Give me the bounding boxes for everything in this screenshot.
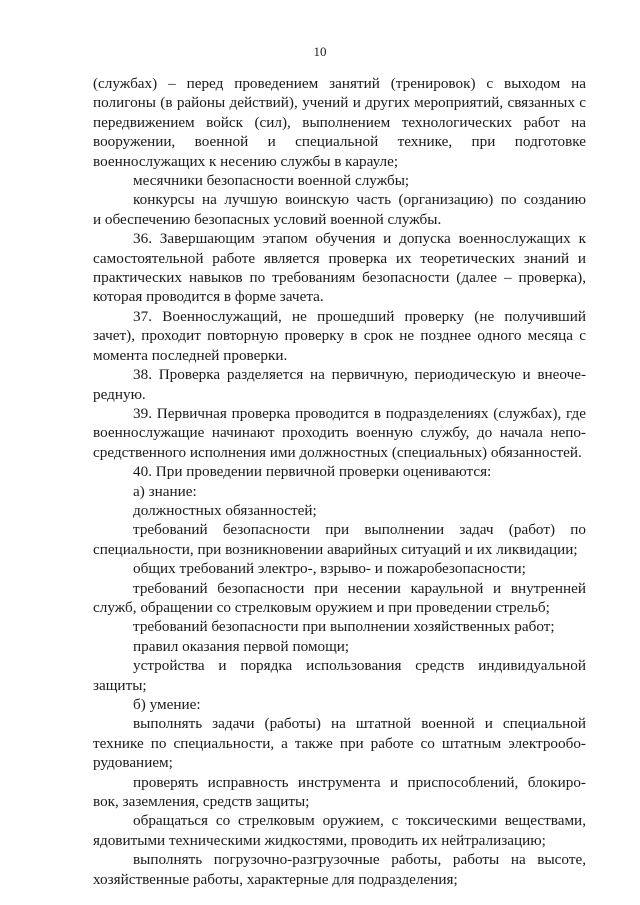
text-line: конкурсы на лучшую воинскую часть (организацию) по созданию [133,191,586,209]
text-line: специальности, при возникновении аварийных ситуаций и их ликвидации; [93,540,578,558]
page-number: 10 [313,44,327,59]
text-line: защиты; [93,676,147,694]
text-line: обращаться со стрелковым оружием, с токсическими веществами, [133,812,586,830]
text-line: ядовитыми техническими жидкостями, проводить их нейтрализацию; [93,831,546,849]
text-line: зачет), проходит повторную проверку в срок не позднее одного месяца с [93,327,586,345]
text-line: (службах) – перед проведением занятий (тренировок) с выходом на [93,75,586,92]
text-line: хозяйственные работы, характерные для подразделения; [93,870,458,888]
text-line: требований безопасности при выполнении задач (работ) по [133,521,586,539]
text-line: 40. При проведении первичной проверки оцениваются: [133,463,492,481]
text-line: которая проводится в форме зачета. [93,288,324,306]
text-line: военнослужащие начинают проходить военную службу, до начала непо- [93,424,586,442]
text-line: выполнять погрузочно-разгрузочные работы, работы на высоте, [133,851,586,869]
text-line: общих требований электро-, взрыво- и пожаробезопасности; [133,560,526,578]
text-line: военнослужащих к несению службы в карауле; [93,152,399,170]
text-line: технике по специальности, а также при работе со штатным электрообо- [93,734,586,752]
text-line: служб, обращении со стрелковым оружием и при проведении стрельб; [93,598,550,616]
text-line: правил оказания первой помощи; [133,637,350,655]
text-line: полигоны (в районы действий), учений и других мероприятий, связанных с [93,94,586,112]
text-line: выполнять задачи (работы) на штатной военной и специальной [133,715,586,733]
text-line: самостоятельной работе является проверка их теоретических знаний и [93,249,586,267]
text-line: требований безопасности при выполнении хозяйственных работ; [133,618,555,636]
text-line: 39. Первичная проверка проводится в подразделениях (службах), где [133,404,586,422]
text-line: и обеспечению безопасных условий военной службы. [93,210,442,228]
text-line: 37. Военнослужащий, не прошедший проверку (не получивший [133,307,586,325]
text-line: передвижением войск (сил), выполнением технологических работ на [93,113,586,131]
text-line: практических навыков по требованиям безопасности (далее – проверка), [93,269,586,287]
text-line: должностных обязанностей; [133,501,317,519]
text-line: момента последней проверки. [93,346,288,364]
text-line: средственного исполнения ими должностных (специальных) обязанностей. [93,443,582,461]
text-line: проверять исправность инструмента и приспособлений, блокиро- [133,773,586,791]
document-body [93,74,586,889]
text-line: месячники безопасности военной службы; [133,172,410,190]
text-line: а) знание: [133,482,197,500]
text-line: б) умение: [133,696,201,713]
text-line: требований безопасности при несении караульной и внутренней [133,579,586,597]
text-line: редную. [93,385,146,403]
text-line: 36. Завершающим этапом обучения и допуска военнослужащих к [133,230,586,248]
text-line: рудованием; [93,754,173,772]
text-line: вок, заземления, средств защиты; [93,793,310,811]
text-line: 38. Проверка разделяется на первичную, периодическую и внеоче- [133,366,586,384]
text-line: устройства и порядка использования средств индивидуальной [133,657,586,675]
text-line: вооружении, военной и специальной технике, при подготовке [93,133,586,151]
